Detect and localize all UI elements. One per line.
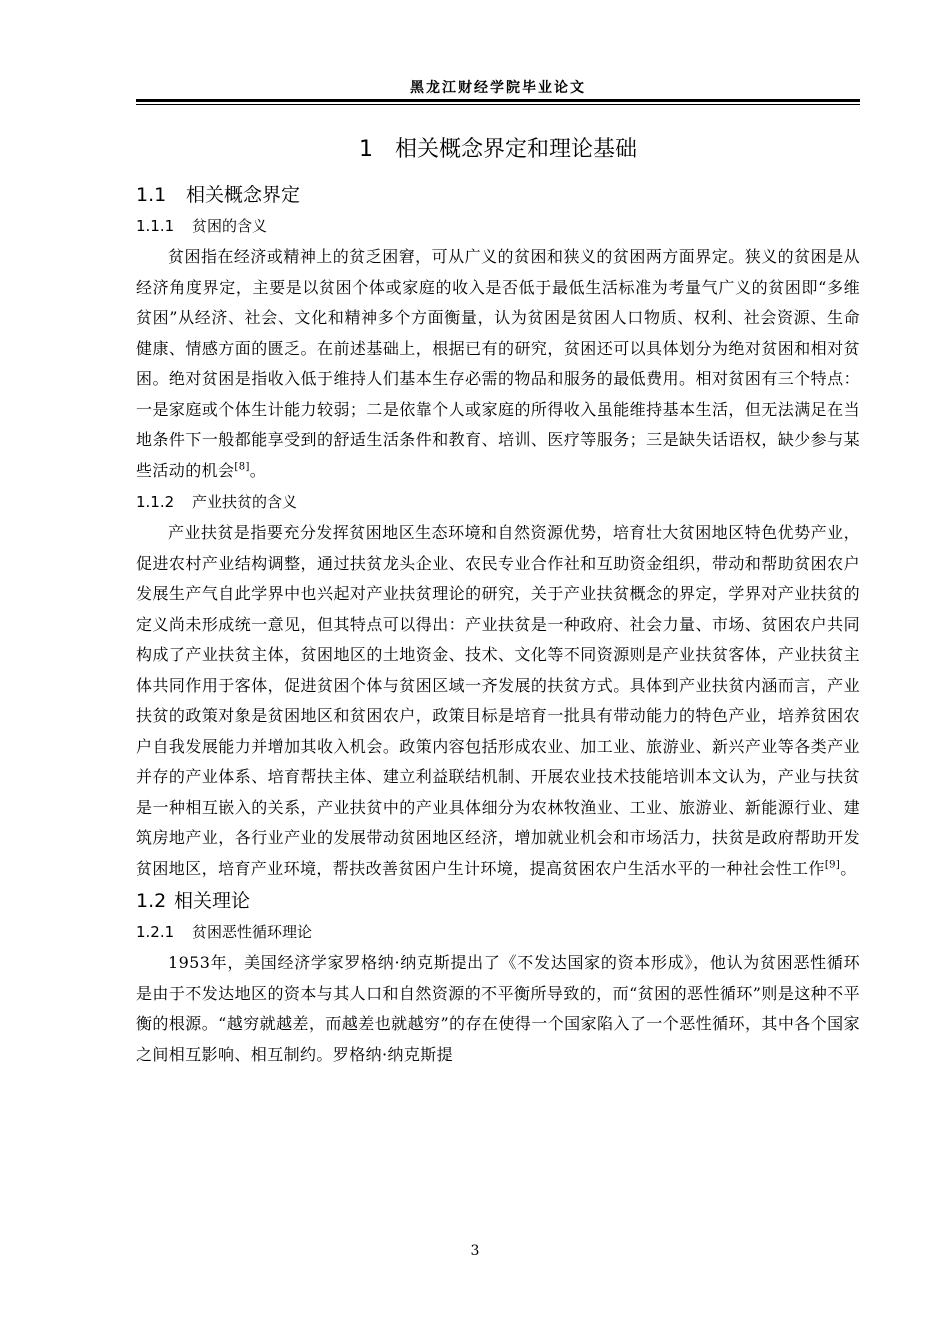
paragraph-end: 。: [840, 858, 857, 878]
paragraph-text: 贫困指在经济或精神上的贫乏困窘，可从广义的贫困和狭义的贫困两方面界定。狭义的贫困是从经济角度界定，主要是以贫困个体或家庭的收入是否低于最低生活标准为考量气广义的贫困即“多维贫困”从经济、社会、文化和精神多个方面衡量，认为贫困是贫困人口物质、权利、社会资源、生命健康、情感方面的匮乏。在前述基础上，根据已有的研究，贫困还可以具体划分为绝对贫困和相对贫困。绝对贫困是指收入低于维持人们基本生存必需的物品和服务的最低费用。相对贫困有三个特点：一是家庭或个体生计能力较弱；二是依靠个人或家庭的所得收入虽能维持基本生活，但无法满足在当地条件下一般都能享受到的舒适生活条件和教育、培训、医疗等服务；三是缺失话语权，缺少参与某些活动的机会: [136, 247, 860, 480]
subsection-number: 1.1.1: [136, 217, 175, 235]
paragraph-poverty-meaning: [136, 242, 860, 486]
header-rule-thin: [136, 104, 860, 105]
subsection-title: 贫困的含义: [192, 217, 268, 235]
subsection-1-1-1-heading: [136, 210, 860, 242]
paragraph-vicious-cycle-theory: [136, 948, 860, 1070]
running-header-title: 黑龙江财经学院毕业论文: [410, 80, 586, 96]
page-number: 3: [470, 1243, 480, 1259]
subsection-number: 1.1.2: [136, 493, 175, 511]
section-number: 1.1: [136, 184, 167, 206]
section-1-1-heading: [136, 180, 860, 210]
chapter-number: 1: [358, 137, 373, 162]
page-body: [136, 130, 860, 1070]
paragraph-text: 1953年，美国经济学家罗格纳·纳克斯提出了《不发达国家的资本形成》，他认为贫困恶性循环是由于不发达地区的资本与其人口和自然资源的不平衡所导致的，而“贫困的恶性循环”则是这种不平衡的根源。“越穷就越差，而越差也就越穷”的存在使得一个国家陷入了一个恶性循环，其中各个国家之间相互影响、相互制约。罗格纳·纳克斯提: [136, 953, 860, 1064]
chapter-title: [136, 130, 860, 170]
citation-ref: [8]: [234, 461, 250, 473]
paragraph-industry-poverty-meaning: [136, 518, 860, 884]
subsection-title: 贫困恶性循环理论: [192, 923, 313, 941]
chapter-title-text: 相关概念界定和理论基础: [394, 137, 637, 162]
subsection-number: 1.2.1: [136, 923, 175, 941]
subsection-1-1-2-heading: [136, 486, 860, 518]
paragraph-end: 。: [249, 460, 267, 480]
section-number: 1.2: [136, 890, 167, 912]
section-title: 相关概念界定: [186, 184, 301, 206]
paragraph-text: 产业扶贫是指要充分发挥贫困地区生态环境和自然资源优势，培育壮大贫困地区特色优势产业，促进农村产业结构调整，通过扶贫龙头企业、农民专业合作社和互助资金组织，带动和帮助贫困农户发展生产气自此学界中也兴起对产业扶贫理论的研究，关于产业扶贫概念的界定，学界对产业扶贫的定义尚未形成统一意见，但其特点可以得出：产业扶贫是一种政府、社会力量、市场、贫困农户共同构成了产业扶贫主体，贫困地区的土地资金、技术、文化等不同资源则是产业扶贫客体，产业扶贫主体共同作用于客体，促进贫困个体与贫困区域一齐发展的扶贫方式。具体到产业扶贫内涵而言，产业扶贫的政策对象是贫困地区和贫困农户，政策目标是培育一批具有带动能力的特色产业，培养贫困农户自我发展能力并增加其收入机会。政策内容包括形成农业、加工业、旅游业、新兴产业等各类产业并存的产业体系、培育帮扶主体、建立利益联结机制、开展农业技术技能培训本文认为，产业与扶贫是一种相互嵌入的关系，产业扶贫中的产业具体细分为农林牧渔业、工业、旅游业、新能源行业、建筑房地产业，各行业产业的发展带动贫困地区经济，增加就业机会和市场活力，扶贫是政府帮助开发贫困地区，培育产业环境，帮扶改善贫困户生计环境，提高贫困农户生活水平的一种社会性工作: [136, 523, 860, 878]
subsection-1-2-1-heading: [136, 916, 860, 948]
section-title: 相关理论: [174, 890, 251, 912]
section-1-2-heading: [136, 886, 860, 916]
header-rule-thick: [136, 99, 860, 102]
subsection-title: 产业扶贫的含义: [192, 493, 298, 511]
citation-ref: [9]: [824, 859, 841, 871]
